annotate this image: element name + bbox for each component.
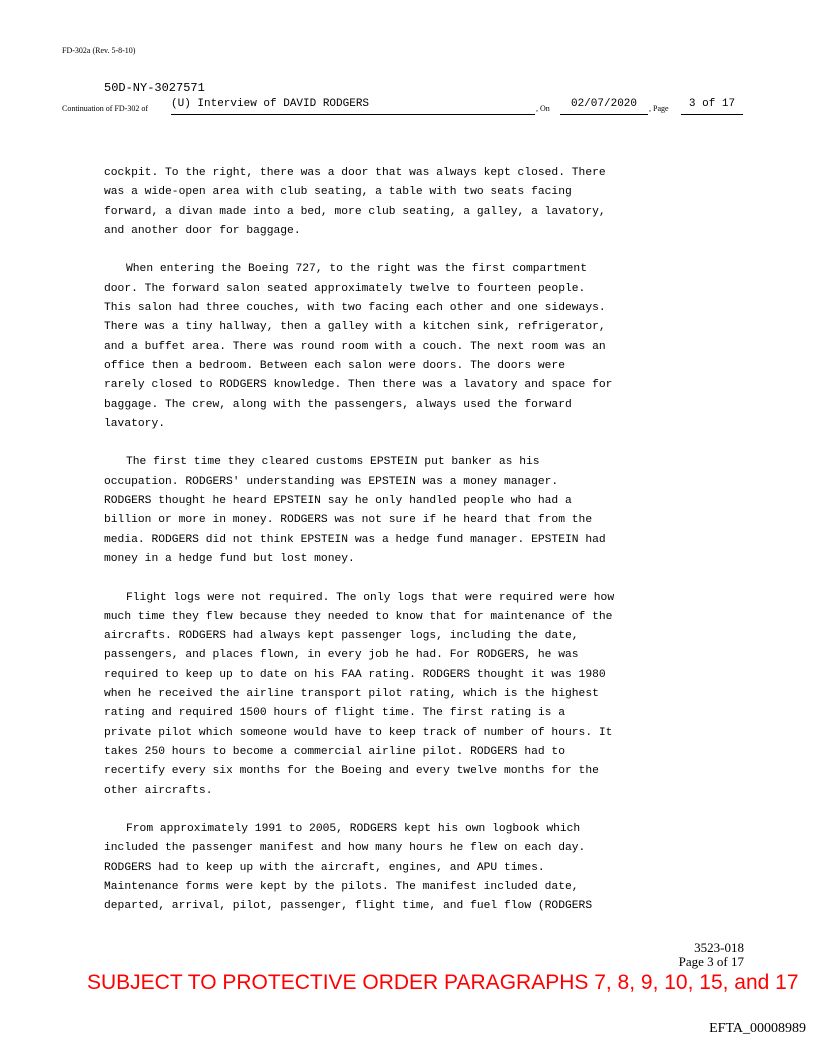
paragraph-5: From approximately 1991 to 2005, RODGERS kept his own logbook which included the passenger manifest and how many hours he flew on each day. RODGERS had to keep up with the aircraft, engines, and APU times. Maintenance forms were kept by the pilots. The manifest included date, departed, arrival, pilot, passenger, flight time, and fuel flow (RODGERS bbox=[104, 823, 593, 913]
page-field: 3 of 17 bbox=[681, 97, 743, 115]
document-body bbox=[104, 164, 694, 936]
paragraph-4: Flight logs were not required. The only logs that were required were how much time they flew because they needed to know that for maintenance of the aircrafts. RODGERS had always kept passenger logs, including the date, passengers, and places flown, in every job he had. For RODGERS, he was required to keep up to date on his FAA rating. RODGERS thought it was 1980 when he received the airline transport pilot rating, which is the highest rating and required 1500 hours of flight time. The first rating is a private pilot which someone would have to keep track of number of hours. It takes 250 hours to become a commercial airline pilot. RODGERS had to recertify every six months for the Boeing and every twelve months for the other aircrafts. bbox=[104, 591, 615, 797]
on-label: , On bbox=[536, 104, 550, 113]
case-number: 50D-NY-3027571 bbox=[104, 81, 205, 95]
subject-field: (U) Interview of DAVID RODGERS bbox=[171, 97, 535, 115]
paragraph-3: The first time they cleared customs EPSTEIN put banker as his occupation. RODGERS' understanding was EPSTEIN was a money manager. RODGERS thought he heard EPSTEIN say he only handled people who had a billion or more in money. RODGERS was not sure if he heard that from the media. RODGERS did not think EPSTEIN was a hedge fund manager. EPSTEIN had money in a hedge fund but lost money. bbox=[104, 456, 606, 565]
paragraph-1: cockpit. To the right, there was a door that was always kept closed. There was a wide-open area with club seating, a table with two seats facing forward, a divan made into a bed, more club seating, a galley, a lavatory, and another door for baggage. bbox=[104, 167, 606, 237]
protective-order-notice: SUBJECT TO PROTECTIVE ORDER PARAGRAPHS 7, 8, 9, 10, 15, and 17 bbox=[87, 971, 799, 994]
paragraph-2: When entering the Boeing 727, to the right was the first compartment door. The forward salon seated approximately twelve to fourteen people. This salon had three couches, with two facing each other and one sideways. There was a tiny hallway, then a galley with a kitchen sink, refrigerator, and a buffet area. There was round room with a couch. The next room was an office then a bedroom. Between each salon were doors. The doors were rarely closed to RODGERS knowledge. Then there was a lavatory and space for baggage. The crew, along with the passengers, always used the forward lavatory. bbox=[104, 263, 613, 430]
continuation-label: Continuation of FD-302 of bbox=[62, 104, 148, 113]
date-field: 02/07/2020 bbox=[560, 97, 648, 115]
doc-code: 3523-018 bbox=[694, 940, 744, 955]
page-label: , Page bbox=[649, 104, 669, 113]
continuation-header bbox=[62, 97, 736, 115]
bates-number: EFTA_00008989 bbox=[709, 1021, 806, 1036]
form-id: FD-302a (Rev. 5-8-10) bbox=[62, 46, 136, 55]
footer-doc-code bbox=[679, 941, 744, 969]
footer-page-number: Page 3 of 17 bbox=[678, 954, 744, 969]
